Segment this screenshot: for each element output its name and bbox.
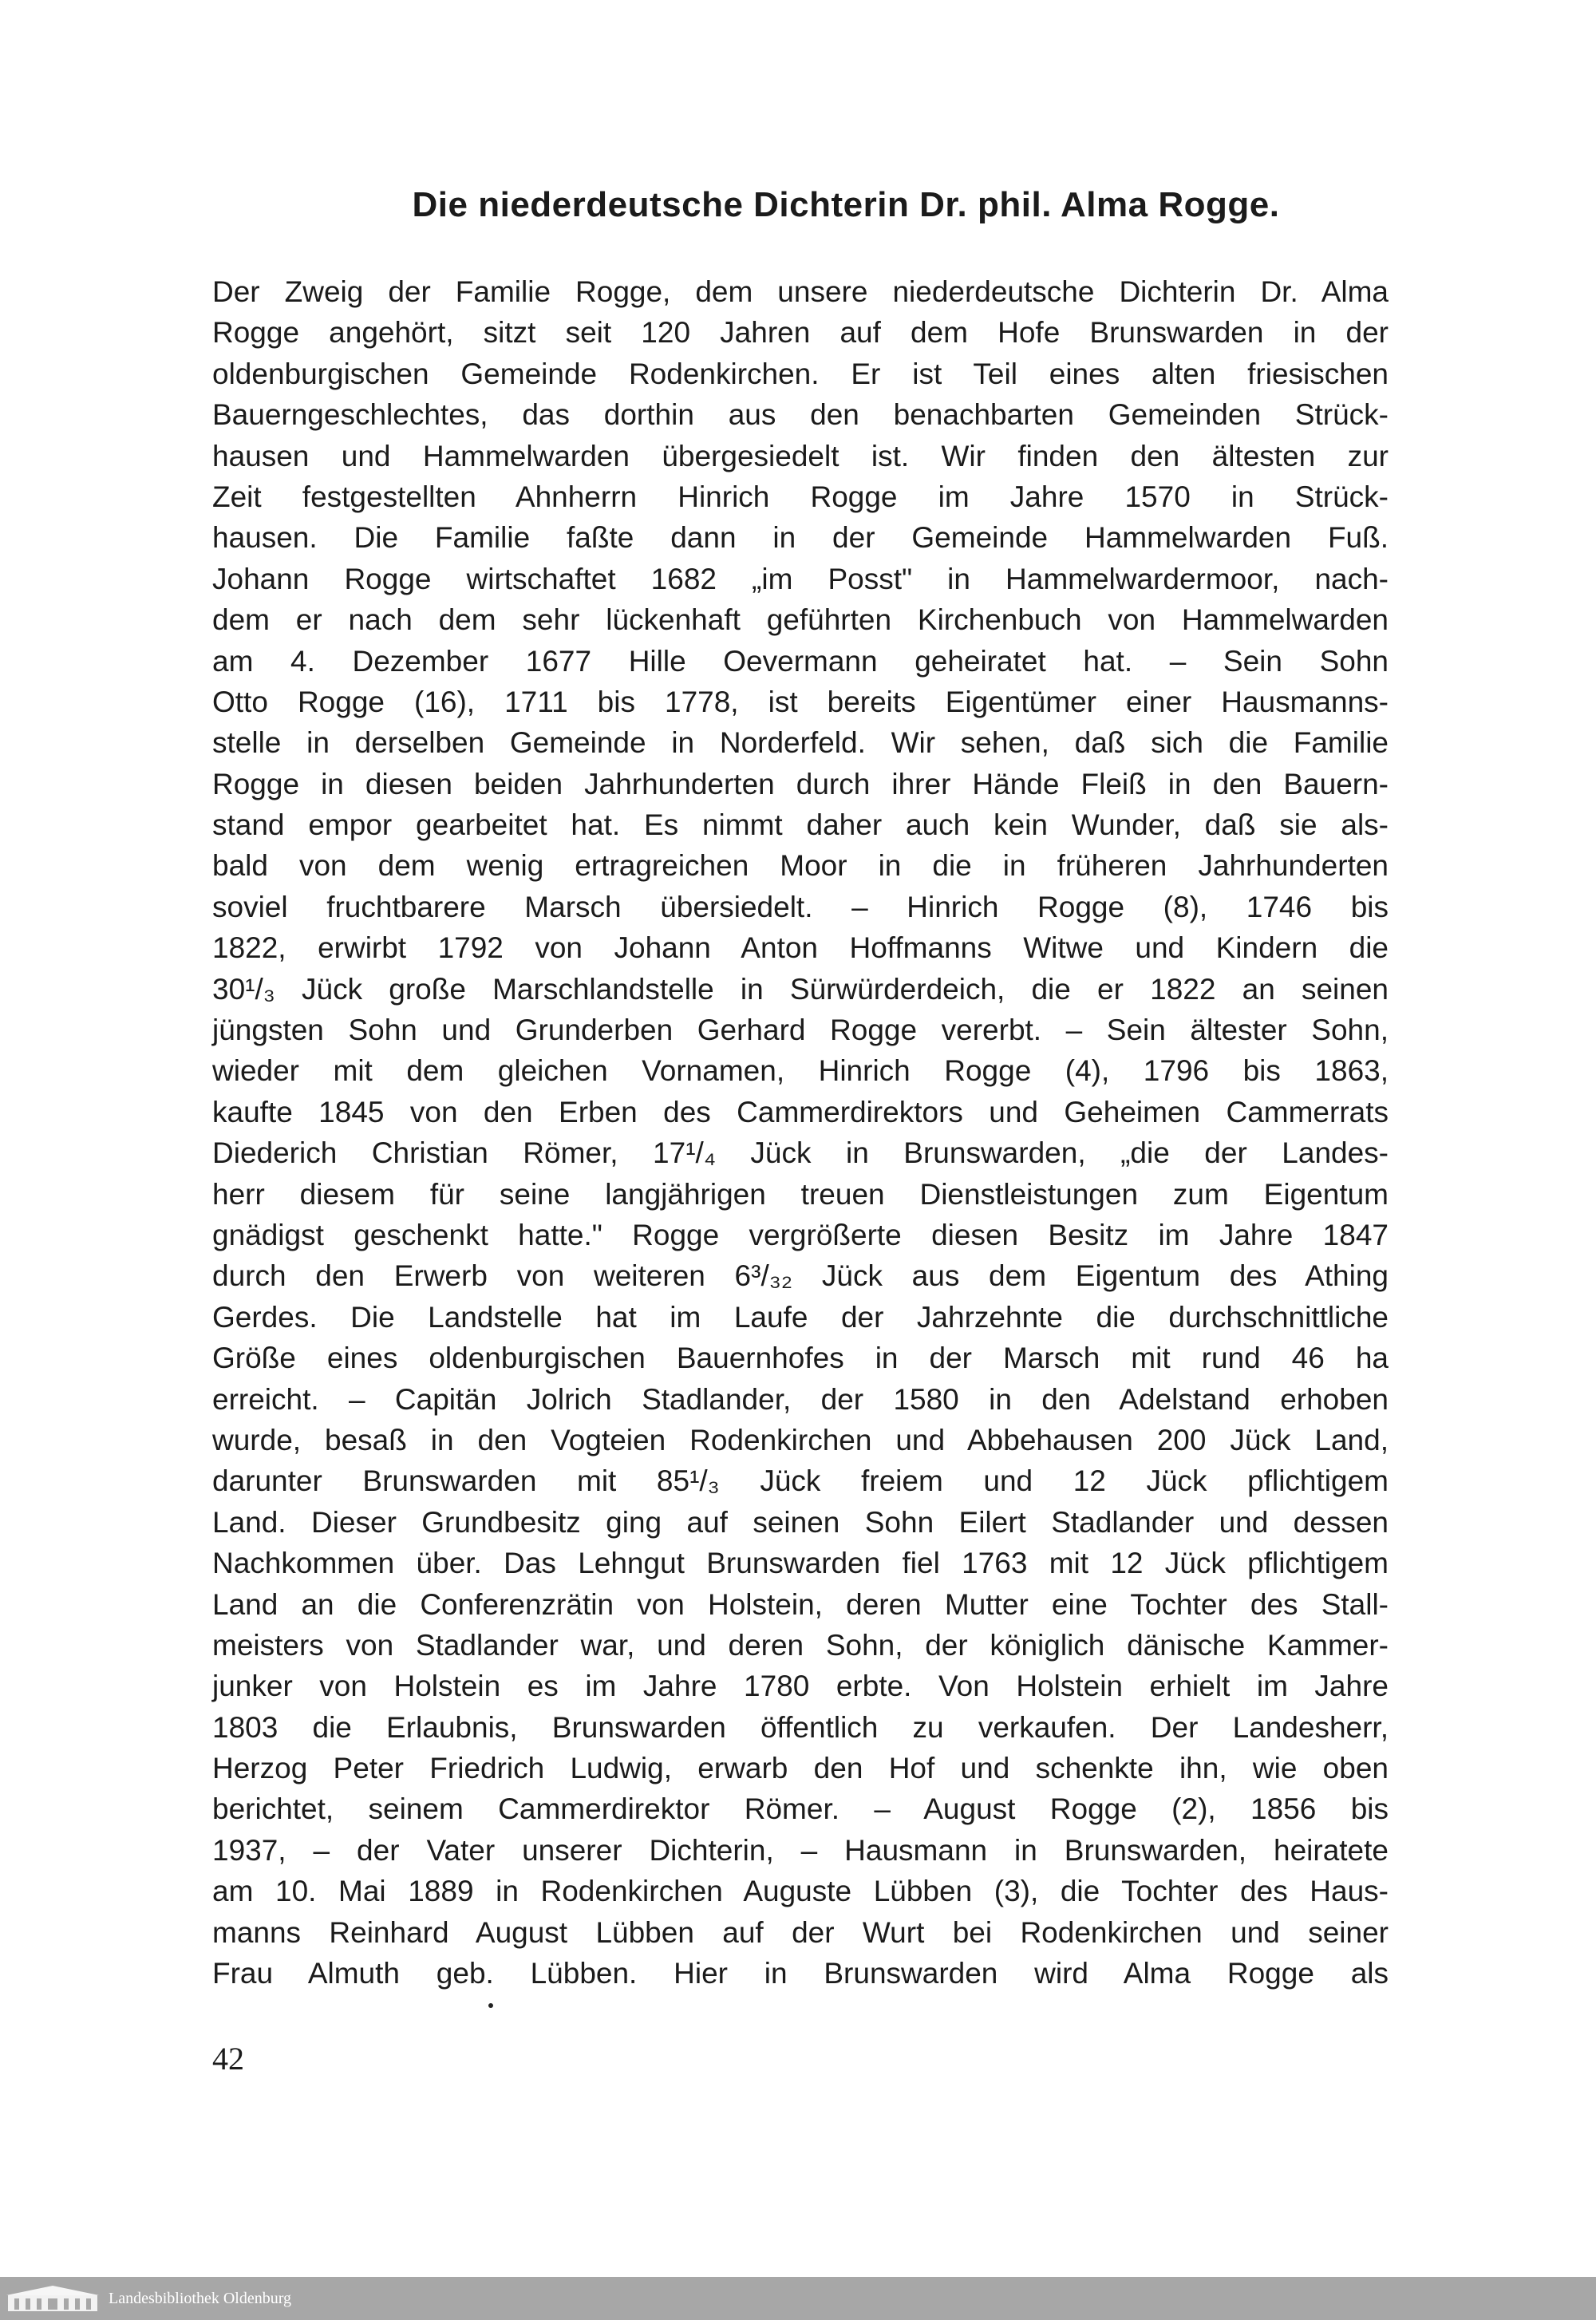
page-title: Die niederdeutsche Dichterin Dr. phil. Alma Rogge. [412,185,1280,224]
text-line: am 4. Dezember 1677 Hille Oevermann geheiratet hat. – Sein Sohn [212,644,1389,678]
text-line: herr diesem für seine langjährigen treuen Dienstleistungen zum Eigentum [212,1177,1389,1211]
library-footer-bar [0,2277,1596,2320]
text-line: dem er nach dem sehr lückenhaft geführten Kirchenbuch von Hammelwarden [212,603,1389,637]
text-line: hausen. Die Familie faßte dann in der Gemeinde Hammelwarden Fuß. [212,521,1389,555]
text-line: meisters von Stadlander war, und deren Sohn, der königlich dänische Kammer- [212,1628,1389,1662]
text-line: 1803 die Erlaubnis, Brunswarden öffentlich zu verkaufen. Der Landesherr, [212,1710,1389,1744]
text-line: Herzog Peter Friedrich Ludwig, erwarb den Hof und schenkte ihn, wie oben [212,1752,1389,1785]
text-line: wieder mit dem gleichen Vornamen, Hinrich Rogge (4), 1796 bis 1863, [212,1054,1389,1088]
text-line: stelle in derselben Gemeinde in Norderfeld. Wir sehen, daß sich die Familie [212,726,1389,760]
text-line: Zeit festgestellten Ahnherrn Hinrich Rogge im Jahre 1570 in Strück- [212,480,1389,513]
text-line: gnädigst geschenkt hatte." Rogge vergrößerte diesen Besitz im Jahre 1847 [212,1218,1389,1251]
text-line: Land. Dieser Grundbesitz ging auf seinen Sohn Eilert Stadlander und dessen [212,1505,1389,1539]
text-line: 30¹/₃ Jück große Marschlandstelle in Sürwürderdeich, die er 1822 an seinen [212,972,1389,1006]
text-line: Land an die Conferenzrätin von Holstein, deren Mutter eine Tochter des Stall- [212,1587,1389,1621]
text-line: oldenburgischen Gemeinde Rodenkirchen. Er ist Teil eines alten friesischen [212,357,1389,390]
page-number: 42 [212,2041,244,2077]
text-line: Gerdes. Die Landstelle hat im Laufe der Jahrzehnte die durchschnittliche [212,1300,1389,1334]
text-line: Johann Rogge wirtschaftet 1682 „im Posst" in Hammelwardermoor, nach- [212,562,1389,595]
text-line: Otto Rogge (16), 1711 bis 1778, ist bereits Eigentümer einer Hausmanns- [212,685,1389,718]
text-line: bald von dem wenig ertragreichen Moor in die in früheren Jahrhunderten [212,849,1389,883]
text-line: 1937, – der Vater unserer Dichterin, – Hausmann in Brunswarden, heiratete [212,1833,1389,1867]
library-name: Landesbibliothek Oldenburg [109,2289,292,2307]
text-line: wurde, besaß in den Vogteien Rodenkirchen und Abbehausen 200 Jück Land, [212,1423,1389,1456]
text-line: stand empor gearbeitet hat. Es nimmt daher auch kein Wunder, daß sie als- [212,808,1389,842]
text-line: kaufte 1845 von den Erben des Cammerdirektors und Geheimen Cammerrats [212,1095,1389,1128]
text-line: junker von Holstein es im Jahre 1780 erbte. Von Holstein erhielt im Jahre [212,1670,1389,1703]
text-line: erreicht. – Capitän Jolrich Stadlander, der 1580 in den Adelstand erhoben [212,1382,1389,1416]
text-line: 1822, erwirbt 1792 von Johann Anton Hoffmanns Witwe und Kindern die [212,931,1389,965]
text-line: berichtet, seinem Cammerdirektor Römer. – August Rogge (2), 1856 bis [212,1792,1389,1826]
text-line: am 10. Mai 1889 in Rodenkirchen Auguste Lübben (3), die Tochter des Haus- [212,1875,1389,1908]
text-line: Bauerngeschlechtes, das dorthin aus den benachbarten Gemeinden Strück- [212,398,1389,432]
text-line: Frau Almuth geb. Lübben. Hier in Brunswarden wird Alma Rogge als [212,1957,1389,1990]
text-line: durch den Erwerb von weiteren 6³/₃₂ Jück aus dem Eigentum des Athing [212,1259,1389,1293]
text-line: Rogge angehört, sitzt seit 120 Jahren auf dem Hofe Brunswarden in der [212,316,1389,350]
text-line: Der Zweig der Familie Rogge, dem unsere niederdeutsche Dichterin Dr. Alma [212,275,1389,308]
text-line: Rogge in diesen beiden Jahrhunderten durch ihrer Hände Fleiß in den Bauern- [212,767,1389,800]
text-line: Nachkommen über. Das Lehngut Brunswarden fiel 1763 mit 12 Jück pflichtigem [212,1547,1389,1580]
text-line: hausen und Hammelwarden übergesiedelt ist. Wir finden den ältesten zur [212,439,1389,472]
text-line: Diederich Christian Römer, 17¹/₄ Jück in Brunswarden, „die der Landes- [212,1136,1389,1170]
library-building-icon [5,2282,101,2314]
text-line: manns Reinhard August Lübben auf der Wurt bei Rodenkirchen und seiner [212,1915,1389,1949]
ink-speck [488,2003,493,2008]
text-line: darunter Brunswarden mit 85¹/₃ Jück freiem und 12 Jück pflichtigem [212,1464,1389,1498]
text-line: Größe eines oldenburgischen Bauernhofes in der Marsch mit rund 46 ha [212,1342,1389,1375]
body-paragraph [212,271,1389,1994]
text-line: jüngsten Sohn und Grunderben Gerhard Rogge vererbt. – Sein ältester Sohn, [212,1014,1389,1047]
text-line: soviel fruchtbarere Marsch übersiedelt. – Hinrich Rogge (8), 1746 bis [212,890,1389,923]
